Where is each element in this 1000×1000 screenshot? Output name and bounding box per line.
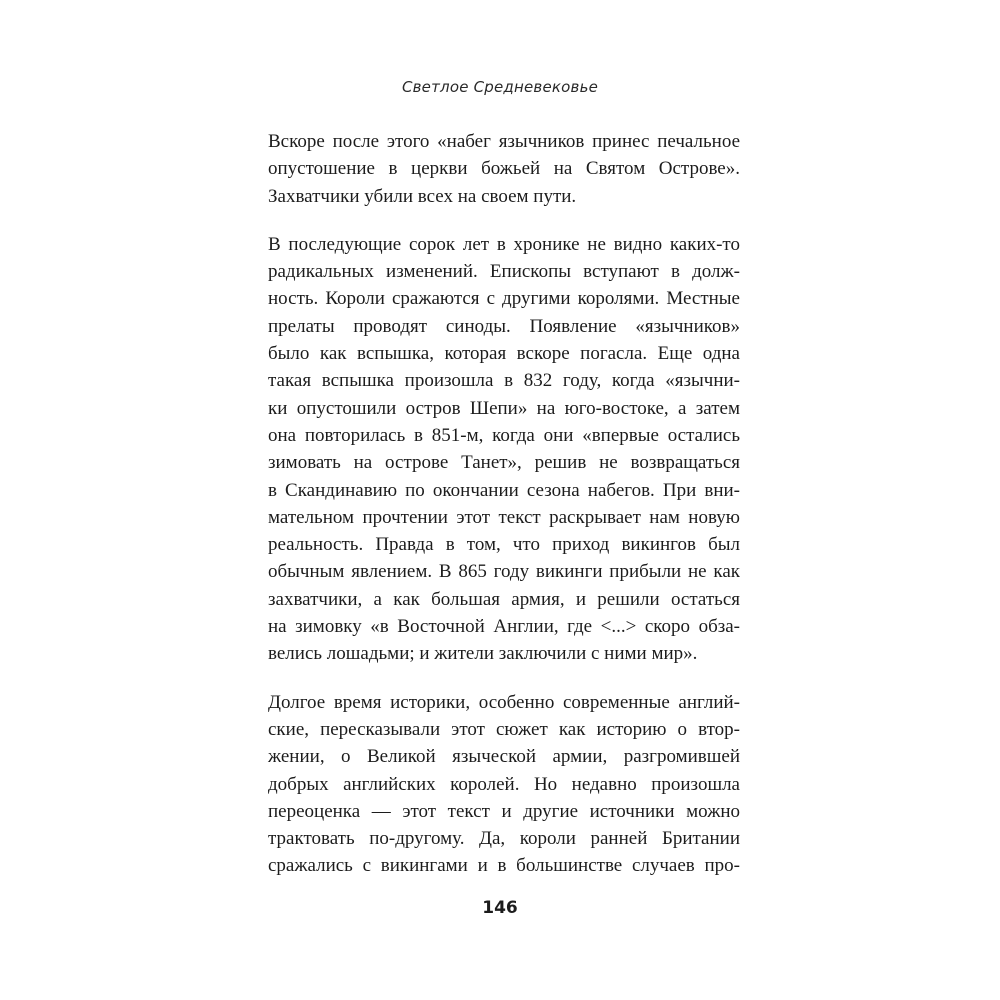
text-line: обычным явлением. В 865 году викинги прибыли не как: [268, 561, 740, 583]
text-line: Захватчики убили всех на своем пути.: [268, 185, 577, 207]
text-line: ность. Короли сражаются с другими королями. Местные: [268, 288, 740, 310]
text-line: трактовать по-другому. Да, короли ранней Британии: [268, 828, 740, 850]
text-line: сражались с викингами и в большинстве случаев про-: [268, 855, 740, 877]
running-head: Светлое Средневековье: [401, 78, 599, 96]
body-text: [268, 128, 740, 901]
text-line: жении, о Великой языческой армии, разгромившей: [268, 746, 740, 768]
text-line: было как вспышка, которая вскоре погасла. Еще одна: [268, 343, 740, 365]
text-line: в Скандинавию по окончании сезона набегов. При вни-: [268, 479, 740, 501]
text-line: она повторилась в 851-м, когда они «впервые остались: [268, 424, 740, 446]
text-line: Вскоре после этого «набег язычников принес печальное: [268, 131, 740, 152]
text-line: мательном прочтении этот текст раскрывает нам новую: [268, 506, 740, 528]
text-line: зимовать на острове Танет», решив не возвращаться: [268, 452, 740, 474]
page-number: 146: [482, 898, 518, 918]
text-line: такая вспышка произошла в 832 году, когда «язычни-: [268, 370, 740, 392]
paragraph-2: [268, 231, 740, 668]
text-line: прелаты проводят синоды. Появление «язычников»: [268, 315, 740, 337]
text-line: на зимовку «в Восточной Англии, где <...> скоро обза-: [268, 616, 740, 638]
text-line: Долгое время историки, особенно современные англий-: [268, 691, 740, 713]
text-line: велись лошадьми; и жители заключили с ними мир».: [268, 643, 698, 665]
text-line: добрых английских королей. Но недавно произошла: [268, 773, 740, 795]
text-line: радикальных изменений. Епископы вступают в долж-: [268, 261, 740, 283]
text-line: В последующие сорок лет в хронике не видно каких-то: [268, 233, 740, 255]
text-line: ки опустошили остров Шепи» на юго-востоке, а затем: [268, 397, 740, 419]
paragraph-1: [268, 128, 740, 210]
text-line: ские, пересказывали этот сюжет как историю о втор-: [268, 718, 740, 740]
text-line: захватчики, а как большая армия, и решили остаться: [268, 588, 740, 610]
text-line: переоценка — этот текст и другие источники можно: [268, 800, 740, 822]
text-line: реальность. Правда в том, что приход викингов был: [268, 534, 740, 556]
paragraph-3: [268, 689, 740, 880]
text-line: опустошение в церкви божьей на Святом Острове».: [268, 158, 740, 180]
